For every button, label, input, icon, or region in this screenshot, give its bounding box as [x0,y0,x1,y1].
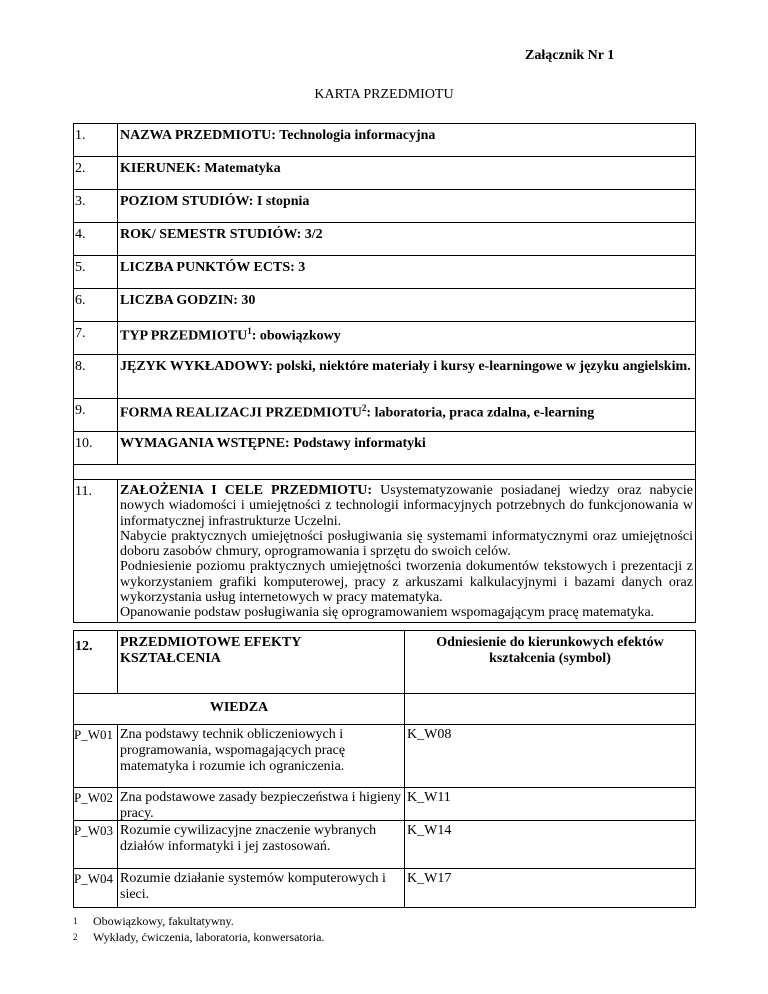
row-number: 1. [74,124,118,156]
outcome-description: Rozumie działanie systemów komputerowych i sieci. [118,869,405,907]
footnote-ref: 1 [247,326,252,336]
outcome-description: Rozumie cywilizacyjne znaczenie wybranych działów informatyki i jej zastosowań. [118,821,405,868]
row-text: JĘZYK WYKŁADOWY: polski, niektóre materiały i kursy e-learningowe w języku angielskim. [120,359,691,374]
footnote-text: Wykłady, ćwiczenia, laboratoria, konwersatoria. [93,930,325,944]
footnote-separator [73,907,259,908]
row-label: TYP PRZEDMIOTU [120,328,248,344]
row-text: LICZBA PUNKTÓW ECTS: 3 [120,260,306,275]
outcomes-left-header: PRZEDMIOTOWE EFEKTY KSZTAŁCENIA [118,631,405,693]
goals-p3: Podniesienie poziomu praktycznych umiejętności tworzenia dokumentów tekstowych i prezentacji z wykorzystaniem grafiki komputerowej, pracy z arkuszami kalkulacyjnymi i bazami danych oraz wykorzystania usług internetowych w pracy matematyka. [120,559,693,606]
outcome-code: P_W02 [74,788,118,820]
goals-paragraph [120,483,693,529]
row-number: 6. [74,289,118,321]
row-level [74,190,695,223]
outcome-row [74,869,695,907]
footnote [73,913,324,929]
outcome-code: P_W03 [74,821,118,868]
outcome-reference: K_W17 [407,871,452,886]
outcome-code: P_W04 [74,869,118,907]
outcome-reference: K_W11 [407,790,451,805]
footnote-text: Obowiązkowy, fakultatywny. [93,914,234,928]
row-value: : laboratoria, praca zdalna, e-learning [366,405,595,421]
row-text [118,399,695,431]
outcome-row [74,821,695,869]
row-number: 9. [74,399,118,431]
outcome-description: Zna podstawy technik obliczeniowych i programowania, wspomagających pracę matematyka i rozumie ich ograniczenia. [118,725,405,787]
goals-p1: Usystematyzowanie posiadanej wiedzy oraz nabycie nowych wiadomości i umiejętności z technologii informacyjnych potrzebnych do funkcjonowania w informatycznej infrastrukturze Uczelni. [120,483,693,529]
row-course-name [74,124,695,157]
outcome-reference: K_W14 [407,823,452,838]
row-number: 2. [74,157,118,189]
goals-text [118,480,695,622]
goals-p4: Opanowanie podstaw posługiwania się oprogramowaniem wspomagającym pracę matematyka. [120,605,655,621]
outcome-description: Zna podstawowe zasady bezpieczeństwa i higieny pracy. [118,788,405,820]
footnote [73,929,324,945]
row-language [74,355,695,399]
row-number: 4. [74,223,118,255]
outcomes-right-header: Odniesienie do kierunkowych efektów kształcenia (symbol) [436,635,664,666]
row-number: 7. [74,322,118,354]
row-year-semester [74,223,695,256]
row-number: 11. [74,480,118,622]
outcome-code: P_W01 [74,725,118,787]
outcomes-header [74,631,695,694]
row-text [118,322,695,354]
row-text: ROK/ SEMESTR STUDIÓW: 3/2 [120,227,323,242]
goals-label: ZAŁOŻENIA I CELE PRZEDMIOTU: [120,483,373,498]
row-number: 5. [74,256,118,288]
footnote-ref: 2 [361,403,367,413]
outcome-row [74,725,695,788]
row-ects [74,256,695,289]
footnotes [73,913,324,945]
row-form [74,399,695,432]
row-text: KIERUNEK: Matematyka [120,161,281,176]
document-title: KARTA PRZEDMIOTU [314,87,454,102]
row-field [74,157,695,190]
learning-outcomes-table [73,630,696,908]
section-title: WIEDZA [74,694,405,724]
row-number: 10. [74,432,118,464]
row-text: POZIOM STUDIÓW: I stopnia [120,194,310,209]
section-empty-cell [405,694,695,724]
row-course-type [74,322,695,355]
section-header [74,694,695,725]
row-text: LICZBA GODZIN: 30 [120,293,256,308]
outcome-reference: K_W08 [407,727,452,742]
row-hours [74,289,695,322]
footnote-number: 1 [73,916,78,926]
course-card-table [73,123,696,623]
footnote-number: 2 [73,932,78,942]
row-value: : obowiązkowy [251,328,341,344]
row-spacer [74,465,695,480]
goals-p2: Nabycie praktycznych umiejętności posługiwania się systemami informatycznymi oraz umiejętności doboru zasobów chmury, oprogramowania i sprzętu do swoich celów. [120,528,693,560]
row-number: 3. [74,190,118,222]
row-label: FORMA REALIZACJI PRZEDMIOTU [120,405,362,421]
row-requirements [74,432,695,465]
row-goals [74,480,695,623]
row-number: 8. [74,355,118,398]
annex-label: Załącznik Nr 1 [525,48,615,63]
row-text: NAZWA PRZEDMIOTU: Technologia informacyjna [120,128,436,143]
outcome-row [74,788,695,821]
row-number: 12. [74,631,118,693]
row-text: WYMAGANIA WSTĘPNE: Podstawy informatyki [120,436,426,451]
